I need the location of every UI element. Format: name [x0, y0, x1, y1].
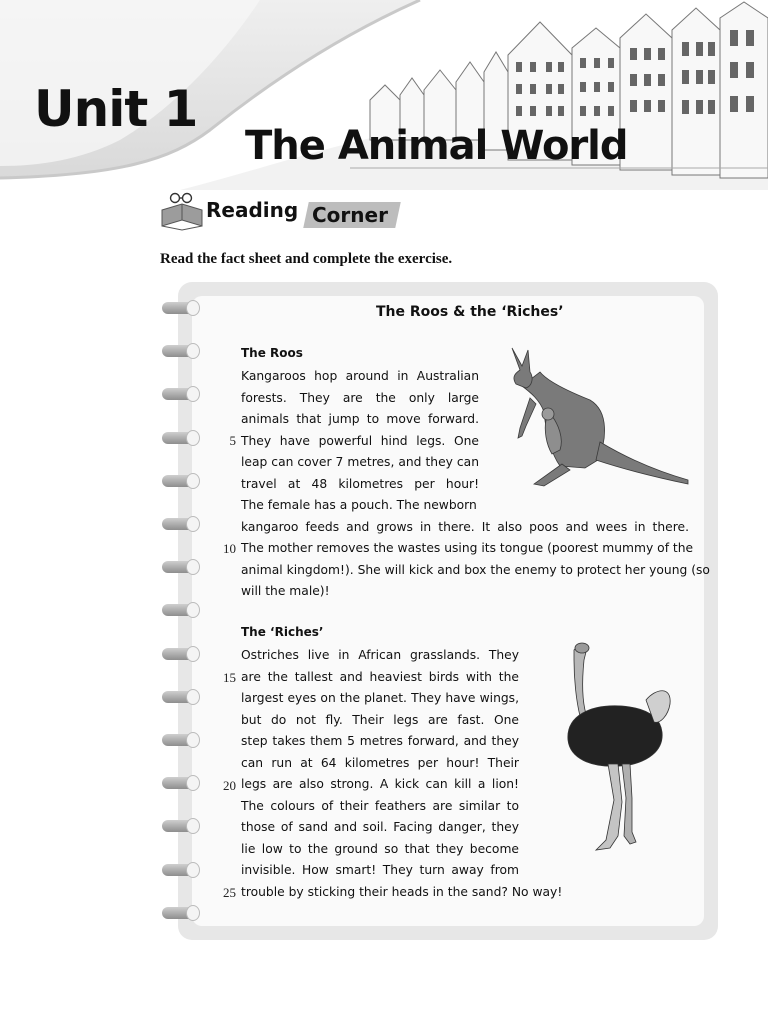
spiral-ring [162, 864, 196, 876]
spiral-ring [162, 345, 196, 357]
text-line: travel at 48 kilometres per hour! [241, 476, 479, 491]
spiral-ring [162, 907, 196, 919]
spiral-ring [162, 388, 196, 400]
spiral-ring [162, 734, 196, 746]
spiral-ring [162, 561, 196, 573]
ostrich-photo [560, 640, 680, 856]
text-line: those of sand and soil. Facing danger, they [241, 820, 519, 834]
line-number: 15 [223, 670, 236, 685]
badge-corner-text: Corner [312, 203, 388, 227]
line-number: 20 [223, 778, 236, 793]
spiral-ring [162, 302, 196, 314]
text-line: The mother removes the wastes using its tongue (poorest mummy of the [241, 541, 694, 555]
fact-sheet-title: The Roos & the ‘Riches’ [376, 304, 564, 320]
line-number: 25 [223, 885, 236, 900]
text-line: step takes them 5 metres forward, and they [241, 734, 519, 748]
book-glasses-icon [158, 190, 210, 232]
text-line: largest eyes on the planet. They have wings, [241, 691, 519, 705]
text-line: kangaroo feeds and grows in there. It also poos and wees in there. [241, 519, 689, 534]
text-line: animals that jump to move forward. [241, 412, 479, 426]
text-line: invisible. How smart! They turn away from [241, 863, 519, 877]
text-line: They have powerful hind legs. One [241, 433, 479, 448]
badge-reading-text: Reading [206, 198, 299, 222]
spiral-ring [162, 475, 196, 487]
spiral-ring [162, 777, 196, 789]
riches-heading: The ‘Riches’ [241, 625, 324, 639]
text-line: legs are also strong. A kick can kill a lion! [241, 777, 519, 791]
text-line: forests. They are the only large [241, 390, 479, 405]
line-number: 10 [223, 541, 236, 556]
page-title: The Animal World [245, 123, 628, 169]
text-line: can run at 64 kilometres per hour! Their [241, 755, 519, 770]
reading-corner-badge [158, 190, 398, 234]
text-line: will the male)! [241, 584, 330, 598]
line-number: 5 [229, 433, 236, 448]
text-line: Ostriches live in African grasslands. They [241, 648, 519, 662]
spiral-ring [162, 604, 196, 616]
spiral-ring [162, 691, 196, 703]
spiral-ring [162, 432, 196, 444]
spiral-ring [162, 648, 196, 660]
text-line: leap can cover 7 metres, and they can [241, 455, 479, 469]
text-line: The colours of their feathers are similar to [241, 798, 519, 813]
text-line: animal kingdom!). She will kick and box the enemy to protect her young (so [241, 562, 710, 577]
text-line: The female has a pouch. The newborn [241, 498, 477, 512]
text-line: trouble by sticking their heads in the sand? No way! [241, 884, 563, 899]
spiral-ring [162, 820, 196, 832]
roos-heading: The Roos [241, 346, 303, 360]
spiral-ring [162, 518, 196, 530]
unit-label: Unit 1 [34, 80, 198, 138]
text-line: but do not fly. Their legs are fast. One [241, 712, 519, 727]
text-line: are the tallest and heaviest birds with the [241, 669, 519, 684]
text-line: lie low to the ground so that they become [241, 841, 519, 856]
text-line: Kangaroos hop around in Australian [241, 369, 479, 383]
instruction-text: Read the fact sheet and complete the exercise. [160, 251, 453, 267]
kangaroo-photo [500, 342, 690, 492]
